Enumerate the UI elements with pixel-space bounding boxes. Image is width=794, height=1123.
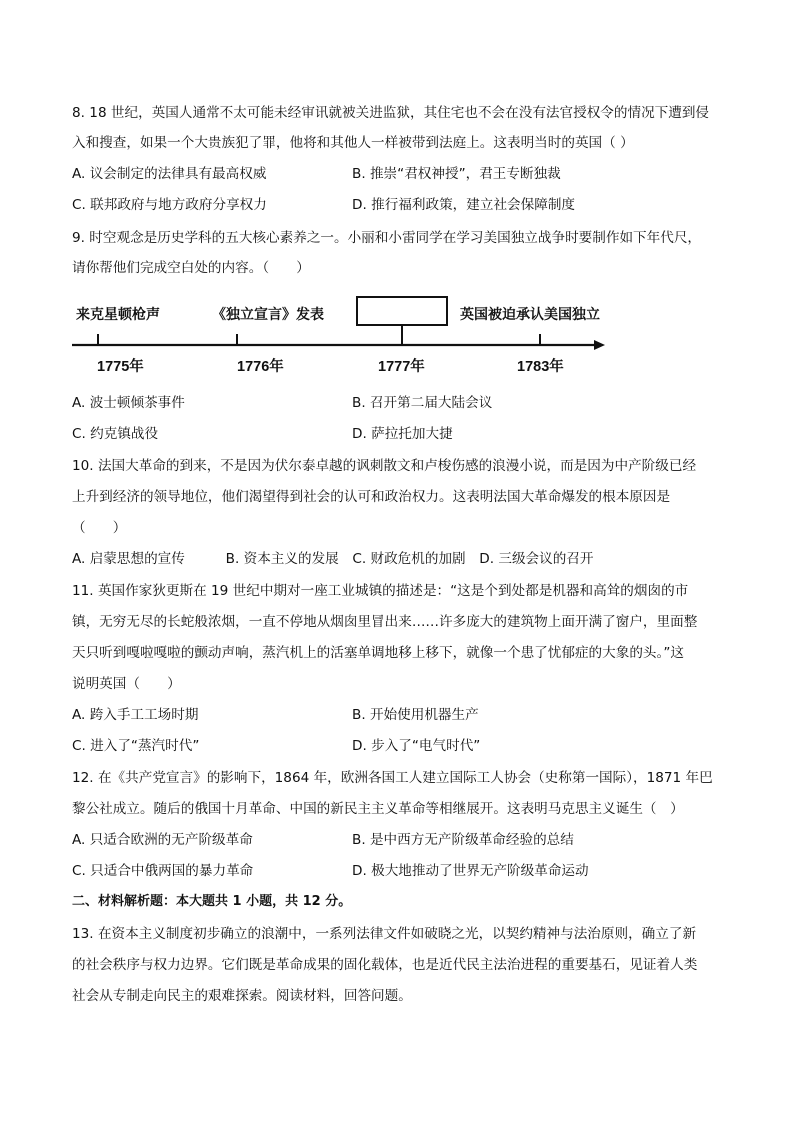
q8-option-b: B. 推崇“君权神授”，君王专断独裁 — [352, 166, 561, 182]
q9-option-b: B. 召开第二届大陆会议 — [352, 395, 493, 411]
timeline-event-1776: 《独立宣言》发表 — [212, 307, 324, 323]
timeline-event-1783: 英国被迫承认美国独立 — [460, 307, 600, 323]
q11-option-a: A. 跨入手工工场时期 — [72, 707, 199, 723]
q13-stem-line3: 社会从专制走向民主的艰难探索。阅读材料，回答问题。 — [72, 988, 412, 1004]
timeline-year-1776: 1776年 — [237, 359, 284, 375]
q10-options: A. 启蒙思想的宣传 B. 资本主义的发展 C. 财政危机的加剧 D. 三级会议的召开 — [72, 551, 594, 567]
q8-option-c: C. 联邦政府与地方政府分享权力 — [72, 197, 267, 213]
q12-option-a: A. 只适合欧洲的无产阶级革命 — [72, 832, 253, 848]
timeline-arrowhead — [594, 340, 605, 350]
q12-option-d: D. 极大地推动了世界无产阶级革命运动 — [352, 863, 589, 879]
q8-stem-line2: 入和搜查，如果一个大贵族犯了罪，他将和其他人一样被带到法庭上。这表明当时的英国（ ） — [72, 135, 634, 151]
q10-stem-line1: 10. 法国大革命的到来，不是因为伏尔泰卓越的讽刺散文和卢梭伤感的浪漫小说，而是因为中产阶级已经 — [72, 458, 697, 474]
q9-option-d: D. 萨拉托加大捷 — [352, 426, 453, 442]
q12-option-b: B. 是中西方无产阶级革命经验的总结 — [352, 832, 574, 848]
q12-stem-line1: 12. 在《共产党宣言》的影响下，1864 年，欧洲各国工人建立国际工人协会（史称第一国际），1871 年巴 — [72, 770, 713, 786]
q9-option-c: C. 约克镇战役 — [72, 426, 159, 442]
q11-stem-line2: 镇，无穷无尽的长蛇般浓烟，一直不停地从烟囱里冒出来……许多庞大的建筑物上面开满了窗户，里面整 — [72, 614, 698, 630]
q13-stem-line2: 的社会秩序与权力边界。它们既是革命成果的固化载体，也是近代民主法治进程的重要基石，见证着人类 — [72, 957, 698, 973]
q8-stem-line1: 8. 18 世纪，英国人通常不太可能未经审讯就被关进监狱，其住宅也不会在没有法官授权令的情况下遭到侵 — [72, 105, 710, 121]
q11-option-c: C. 进入了“蒸汽时代” — [72, 738, 200, 754]
q10-stem-line3: （ ） — [72, 520, 127, 536]
q10-stem-line2: 上升到经济的领导地位，他们渴望得到社会的认可和政治权力。这表明法国大革命爆发的根本原因是 — [72, 489, 671, 505]
q11-stem-line3: 天只听到嘎啦嘎啦的颤动声响，蒸汽机上的活塞单调地移上移下，就像一个患了忧郁症的大象的头。”这 — [72, 645, 684, 661]
q9-stem-line2: 请你帮他们完成空白处的内容。（ ） — [72, 260, 310, 276]
timeline-year-1783: 1783年 — [517, 359, 564, 375]
q13-stem-line1: 13. 在资本主义制度初步确立的浪潮中，一系列法律文件如破晓之光，以契约精神与法治原则，确立了新 — [72, 926, 697, 942]
q9-stem-line1: 9. 时空观念是历史学科的五大核心素养之一。小丽和小雷同学在学习美国独立战争时要制作如下年代尺， — [72, 230, 702, 246]
q11-option-b: B. 开始使用机器生产 — [352, 707, 479, 723]
q11-stem-line1: 11. 英国作家狄更斯在 19 世纪中期对一座工业城镇的描述是：“这是个到处都是机器和高耸的烟囱的市 — [72, 583, 689, 599]
timeline-blank-box — [357, 297, 447, 325]
q12-stem-line2: 黎公社成立。随后的俄国十月革命、中国的新民主主义革命等相继展开。这表明马克思主义诞生（ ） — [72, 801, 684, 817]
timeline-event-1775: 来克星顿枪声 — [76, 307, 160, 323]
timeline-year-1775: 1775年 — [97, 359, 144, 375]
q9-option-a: A. 波士顿倾茶事件 — [72, 395, 185, 411]
q11-stem-line4: 说明英国（ ） — [72, 676, 181, 692]
q8-option-d: D. 推行福利政策，建立社会保障制度 — [352, 197, 576, 213]
timeline-year-1777: 1777年 — [378, 359, 425, 375]
timeline-axis — [70, 294, 610, 354]
q8-option-a: A. 议会制定的法律具有最高权威 — [72, 166, 267, 182]
q12-option-c: C. 只适合中俄两国的暴力革命 — [72, 863, 254, 879]
q11-option-d: D. 步入了“电气时代” — [352, 738, 481, 754]
section-heading: 二、材料解析题：本大题共 1 小题，共 12 分。 — [72, 894, 352, 909]
